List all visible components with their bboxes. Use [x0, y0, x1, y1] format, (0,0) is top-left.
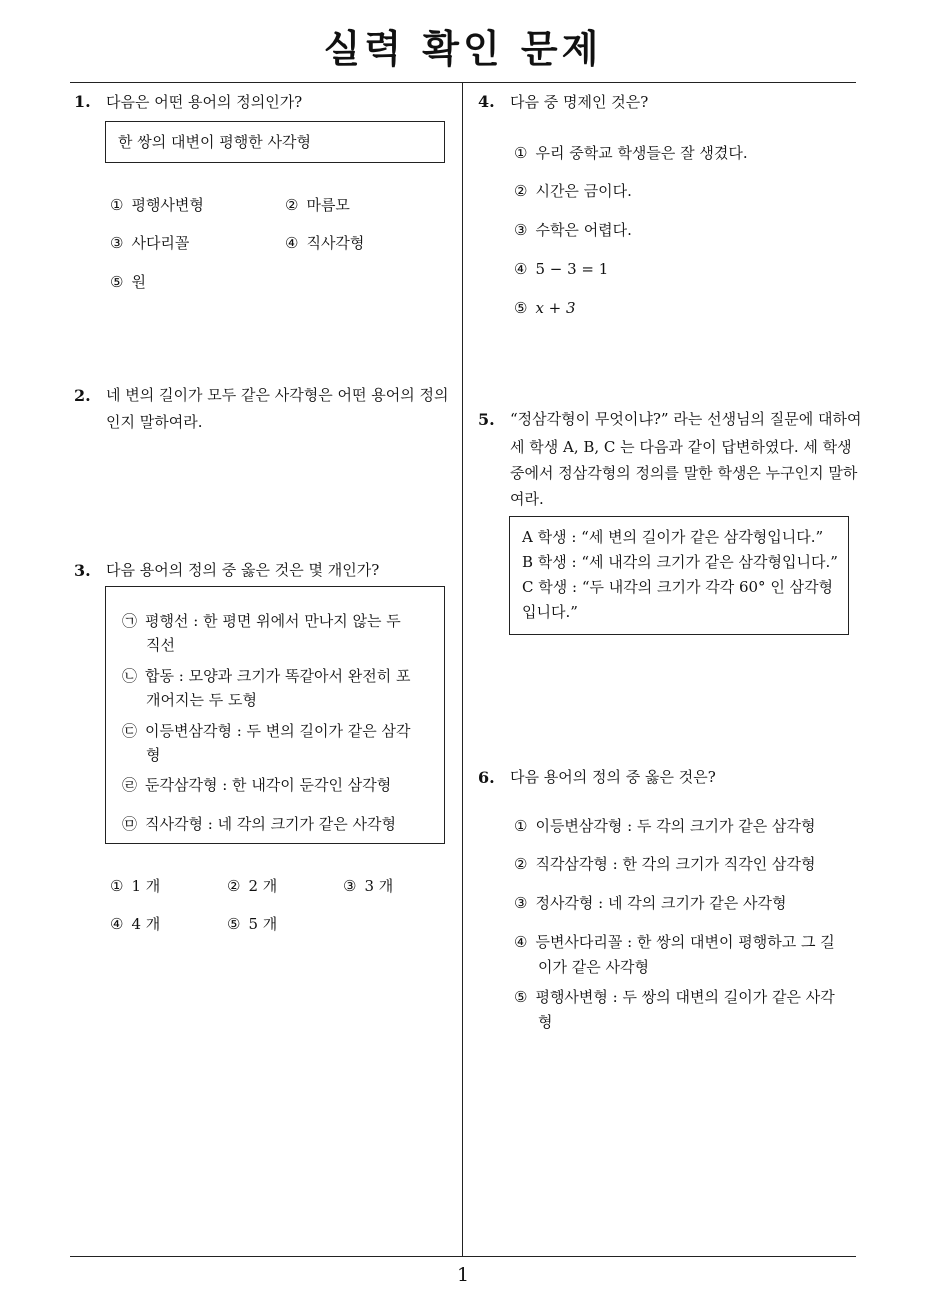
option-label: 사다리꼴	[131, 234, 190, 252]
option-label: 4 개	[131, 915, 161, 933]
question-text-line-3: 중에서 정삼각형의 정의를 말한 학생은 누구인지 말하	[510, 464, 858, 482]
option-label: 마름모	[306, 196, 350, 214]
option-label: 이등변삼각형 : 두 각의 크기가 같은 삼각형	[535, 817, 816, 835]
answer-option-1[interactable]	[110, 874, 160, 898]
option-mark: ⑤	[514, 988, 528, 1006]
answer-option-2[interactable]	[227, 874, 277, 898]
statements-box	[105, 586, 445, 844]
option-mark: ③	[343, 877, 357, 895]
statement-2	[122, 664, 411, 688]
statement-text: 합동 : 모양과 크기가 똑같아서 완전히 포	[145, 667, 411, 685]
option-mark: ③	[110, 234, 124, 252]
answer-option-5[interactable]	[514, 985, 835, 1009]
option-mark: ①	[514, 817, 528, 835]
question-number: 3.	[74, 561, 91, 580]
option-mark: ②	[285, 196, 299, 214]
answer-option-5-cont: 형	[538, 1013, 553, 1031]
option-label: 2 개	[248, 877, 278, 895]
answer-option-2[interactable]	[285, 193, 350, 217]
option-mark: ①	[110, 196, 124, 214]
answer-option-1[interactable]	[514, 814, 815, 838]
answer-option-5[interactable]	[110, 270, 146, 294]
answer-option-1[interactable]	[110, 193, 204, 217]
statement-mark: ㉠	[122, 612, 138, 630]
option-mark: ④	[110, 915, 124, 933]
option-mark: ①	[514, 144, 528, 162]
student-b-answer: B 학생 : “세 내각의 크기가 같은 삼각형입니다.”	[522, 553, 838, 571]
definition-text: 한 쌍의 대변이 평행한 사각형	[118, 133, 311, 151]
answer-option-2[interactable]	[514, 852, 815, 876]
option-label: 평행사변형	[131, 196, 204, 214]
option-mark: ④	[514, 260, 528, 278]
option-label: 등변사다리꼴 : 한 쌍의 대변이 평행하고 그 길	[535, 933, 835, 951]
option-mark: ⑤	[227, 915, 241, 933]
question-text: 다음 용어의 정의 중 옳은 것은?	[510, 768, 716, 786]
answer-option-4[interactable]	[285, 231, 364, 255]
question-number: 2.	[74, 386, 91, 405]
question-text-line-4: 여라.	[510, 490, 544, 508]
answer-option-3[interactable]	[514, 218, 632, 242]
statement-mark: ㉣	[122, 776, 138, 794]
answer-option-4[interactable]	[514, 257, 608, 281]
top-divider	[70, 82, 856, 83]
statement-text: 둔각삼각형 : 한 내각이 둔각인 삼각형	[145, 776, 392, 794]
option-label: 직각삼각형 : 한 각의 크기가 직각인 삼각형	[535, 855, 816, 873]
question-number: 1.	[74, 92, 91, 111]
option-mark: ④	[285, 234, 299, 252]
question-text-line-2: 인지 말하여라.	[106, 413, 203, 431]
option-label: 정사각형 : 네 각의 크기가 같은 사각형	[535, 894, 787, 912]
statement-1-cont: 직선	[146, 636, 175, 654]
option-mark: ①	[110, 877, 124, 895]
statement-5	[122, 812, 396, 836]
option-label: 평행사변형 : 두 쌍의 대변의 길이가 같은 사각	[535, 988, 835, 1006]
option-label: 5 − 3 = 1	[535, 260, 609, 278]
question-text-line-1: 네 변의 길이가 모두 같은 사각형은 어떤 용어의 정의	[106, 386, 449, 404]
option-label: 수학은 어렵다.	[535, 221, 632, 239]
answer-option-4-cont: 이가 같은 사각형	[538, 958, 649, 976]
question-number: 6.	[478, 768, 495, 787]
answer-option-4[interactable]	[514, 930, 835, 954]
student-c-answer: C 학생 : “두 내각의 크기가 각각 60° 인 삼각형	[522, 578, 834, 596]
statement-3-cont: 형	[146, 746, 161, 764]
student-c-answer-cont: 입니다.”	[522, 603, 578, 621]
statement-text: 평행선 : 한 평면 위에서 만나지 않는 두	[145, 612, 401, 630]
option-mark: ③	[514, 221, 528, 239]
option-label: 원	[131, 273, 146, 291]
answer-option-2[interactable]	[514, 179, 632, 203]
statement-4	[122, 773, 391, 797]
question-text: 다음 용어의 정의 중 옳은 것은 몇 개인가?	[106, 561, 380, 579]
option-mark: ②	[514, 855, 528, 873]
statement-text: 이등변삼각형 : 두 변의 길이가 같은 삼각	[145, 722, 411, 740]
answer-option-1[interactable]	[514, 141, 748, 165]
option-mark: ②	[514, 182, 528, 200]
page-title: 실력 확인 문제	[323, 27, 603, 71]
option-mark: ②	[227, 877, 241, 895]
statement-mark: ㉡	[122, 667, 138, 685]
option-mark: ③	[514, 894, 528, 912]
statement-mark: ㉤	[122, 815, 138, 833]
column-divider	[462, 82, 463, 1256]
statement-3	[122, 719, 411, 743]
question-number: 5.	[478, 410, 495, 429]
answer-option-3[interactable]	[343, 874, 393, 898]
answer-option-3[interactable]	[110, 231, 189, 255]
question-text-line-2: 세 학생 A, B, C 는 다음과 같이 답변하였다. 세 학생	[510, 438, 852, 456]
option-label: 5 개	[248, 915, 278, 933]
statement-1	[122, 609, 401, 633]
option-label: 우리 중학교 학생들은 잘 생겼다.	[535, 144, 748, 162]
option-label: 3 개	[364, 877, 394, 895]
question-text: 다음 중 명제인 것은?	[510, 93, 649, 111]
option-label: 시간은 금이다.	[535, 182, 632, 200]
answer-option-5[interactable]	[227, 912, 277, 936]
answer-option-4[interactable]	[110, 912, 160, 936]
bottom-divider	[70, 1256, 856, 1257]
page-number: 1	[456, 1264, 470, 1286]
question-text: 다음은 어떤 용어의 정의인가?	[106, 93, 303, 111]
answers-box	[509, 516, 849, 635]
question-number: 4.	[478, 92, 495, 111]
option-mark: ⑤	[110, 273, 124, 291]
statement-2-cont: 개어지는 두 도형	[146, 691, 257, 709]
answer-option-3[interactable]	[514, 891, 786, 915]
option-label: 1 개	[131, 877, 161, 895]
statement-mark: ㉢	[122, 722, 138, 740]
option-mark: ⑤	[514, 299, 528, 317]
definition-box	[105, 121, 445, 163]
question-text-line-1: “정삼각형이 무엇이냐?” 라는 선생님의 질문에 대하여	[510, 410, 862, 428]
statement-text: 직사각형 : 네 각의 크기가 같은 사각형	[145, 815, 397, 833]
student-a-answer: A 학생 : “세 변의 길이가 같은 삼각형입니다.”	[522, 528, 824, 546]
option-label: 직사각형	[306, 234, 365, 252]
answer-option-5[interactable]	[514, 296, 576, 320]
option-mark: ④	[514, 933, 528, 951]
option-label: x + 3	[535, 299, 576, 317]
